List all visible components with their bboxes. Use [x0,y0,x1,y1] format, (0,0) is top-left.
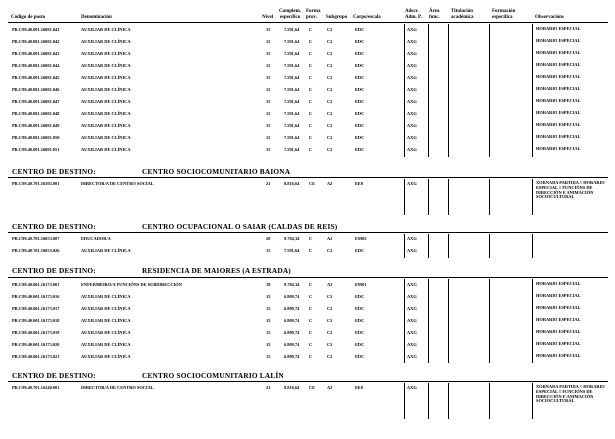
cell-code: PR.C99.40.001.16173.018 [12,318,60,323]
section-rule [8,232,608,233]
column-rule [404,24,405,157]
cell-obs: HORARIO ESPECIAL [536,317,581,322]
cell-denom: AUXILIAR DE CLÍNICA [81,318,131,323]
cell-comp: 7.591,64 [284,147,300,152]
col-header-subgrupo: Subgrupo [326,15,348,20]
cell-sub: C2 [327,39,333,44]
cell-obs: HORARIO ESPECIAL [536,305,581,310]
cell-sub: A2 [327,282,333,287]
cell-corpo: EDC [355,51,365,56]
table-row [0,147,615,157]
cell-denom: DIRECTOR/A DE CENTRO SOCIAL [81,181,154,186]
cell-sub: C2 [327,63,333,68]
cell-nivel: 15 [266,147,271,152]
table-row [0,27,615,37]
cell-corpo: EDC [355,147,365,152]
section-center-name: CENTRO SOCIOCOMUNITARIO LALÍN [142,371,284,380]
cell-corpo: EDC [355,330,365,335]
cell-code: PR.C99.40.701.16303.001 [12,181,60,186]
cell-corpo: EDC [355,27,365,32]
table-row [0,236,615,246]
table-row [0,282,615,292]
col-header-complemento: Complem. específico [278,9,302,20]
cell-comp: 8.816,64 [284,181,300,186]
table-row [0,51,615,61]
cell-denom: AUXILIAR DE CLÍNICA [81,294,131,299]
column-rule [532,179,533,215]
cell-corpo: EDC [355,306,365,311]
cell-obs: HORARIO ESPECIAL [536,38,581,43]
cell-denom: EDUCADOR/A [81,236,111,241]
cell-denom: AUXILIAR DE CLÍNICA [81,354,131,359]
cell-nivel: 15 [266,87,271,92]
cell-obs: HORARIO ESPECIAL [536,98,581,103]
column-rule [448,383,449,419]
cell-code: PR.C99.40.001.16001.048 [12,111,60,116]
col-header-corpo: Corpo/escala [353,15,381,20]
column-rule [404,279,405,363]
cell-nivel: 15 [266,123,271,128]
table-row [0,99,615,109]
cell-obs: HORARIO ESPECIAL [536,122,581,127]
cell-nivel: 15 [266,306,271,311]
cell-sub: C2 [327,306,333,311]
cell-adscr: AXG [407,75,417,80]
cell-sub: C2 [327,354,333,359]
table-row [0,248,615,258]
column-rule [489,383,490,419]
cell-obs: HORARIO ESPECIAL [536,281,581,286]
cell-obs: XORNADA PARTIDA // HORARIO ESPECIAL // FUNCIÓNS DE DIRECCIÓN E ANIMACIÓN SOCIOCULTURAL [536,384,605,404]
cell-forma: C [309,51,313,56]
cell-nivel: 15 [266,318,271,323]
cell-code: PR.C99.40.001.16173.019 [12,330,60,335]
cell-comp: 7.591,64 [284,111,300,116]
cell-adscr: AXG [407,282,417,287]
cell-nivel: 21 [266,181,271,186]
cell-nivel: 15 [266,354,271,359]
cell-corpo: EDC [355,318,365,323]
section-label: CENTRO DE DESTINO: [12,266,96,275]
cell-obs: HORARIO ESPECIAL [536,74,581,79]
cell-sub: A2 [327,181,333,186]
section-label: CENTRO DE DESTINO: [12,222,96,231]
cell-corpo: EDC [355,248,365,253]
table-row [0,111,615,121]
cell-adscr: AXG [407,248,417,253]
table-row [0,318,615,328]
cell-nivel: 15 [266,51,271,56]
cell-denom: AUXILIAR DE CLÍNICA [81,123,131,128]
cell-corpo: EDC [355,39,365,44]
cell-nivel: 15 [266,99,271,104]
cell-sub: C2 [327,318,333,323]
cell-denom: DIRECTOR/A DE CENTRO SOCIAL [81,385,154,390]
cell-sub: C2 [327,294,333,299]
column-rule [532,24,533,157]
cell-forma: C [309,354,313,359]
cell-obs: HORARIO ESPECIAL [536,134,581,139]
cell-sub: C2 [327,248,333,253]
col-header-denominacion: Denominación [81,15,112,20]
cell-obs: HORARIO ESPECIAL [536,86,581,91]
cell-comp: 9.784,34 [284,236,300,241]
cell-adscr: AXG [407,27,417,32]
cell-nivel: 15 [266,342,271,347]
col-header-forma: Forma prov. [306,9,321,20]
cell-denom: AUXILIAR DE CLÍNICA [81,87,131,92]
column-rule [489,234,490,258]
cell-code: PR.C99.40.001.16001.044 [12,63,60,68]
cell-adscr: AXG [407,99,417,104]
column-rule [532,383,533,419]
column-rule [404,234,405,258]
cell-forma: C [309,330,313,335]
cell-adscr: AXG [407,236,417,241]
column-rule [404,383,405,419]
cell-obs: HORARIO ESPECIAL [536,146,581,151]
cell-code: PR.C99.40.701.16053.007 [12,236,60,241]
cell-obs: HORARIO ESPECIAL [536,110,581,115]
cell-denom: AUXILIAR DE CLÍNICA [81,135,131,140]
section-heading [12,167,291,176]
cell-sub: C2 [327,27,333,32]
col-header-nivel: Nivel [262,15,274,20]
cell-comp: 7.591,64 [284,123,300,128]
section-center-name: CENTRO OCUPACIONAL O SAIAR (CALDAS DE REIS) [142,222,338,231]
cell-obs: HORARIO ESPECIAL [536,341,581,346]
cell-nivel: 15 [266,294,271,299]
cell-nivel: 15 [266,63,271,68]
cell-adscr: AXG [407,342,417,347]
cell-comp: 6.809,74 [284,306,300,311]
cell-denom: AUXILIAR DE CLÍNICA [81,63,131,68]
column-rule [489,279,490,363]
cell-code: PR.C99.40.001.16001.050 [12,135,60,140]
cell-code: PR.C99.40.001.16173.001 [12,282,60,287]
cell-denom: AUXILIAR DE CLÍNICA [81,248,131,253]
table-row [0,180,615,200]
cell-corpo: EM01 [355,282,367,287]
cell-sub: C2 [327,342,333,347]
cell-comp: 7.591,64 [284,99,300,104]
cell-adscr: AXG [407,135,417,140]
cell-corpo: EDC [355,63,365,68]
cell-adscr: AXG [407,330,417,335]
cell-sub: C2 [327,87,333,92]
cell-code: PR.C99.40.001.16001.042 [12,39,60,44]
cell-adscr: AXG [407,51,417,56]
cell-comp: 7.591,64 [284,87,300,92]
column-rule [532,234,533,258]
table-row [0,123,615,133]
cell-denom: AUXILIAR DE CLÍNICA [81,99,131,104]
cell-sub: C2 [327,147,333,152]
table-row [0,87,615,97]
cell-corpo: EE0 [355,385,364,390]
cell-forma: C [309,87,313,92]
cell-forma: C [309,75,313,80]
cell-forma: C [309,294,313,299]
col-header-codigo: Código de posto [11,15,46,20]
cell-forma: C [309,236,313,241]
cell-adscr: AXG [407,63,417,68]
column-rule [428,234,429,258]
cell-denom: AUXILIAR DE CLÍNICA [81,111,131,116]
cell-forma: C [309,135,313,140]
section-heading [12,371,284,380]
cell-comp: 7.591,64 [284,75,300,80]
cell-denom: AUXILIAR DE CLÍNICA [81,342,131,347]
cell-denom: AUXILIAR DE CLÍNICA [81,39,131,44]
col-header-area: Área func. [429,9,440,20]
cell-obs: HORARIO ESPECIAL [536,50,581,55]
cell-adscr: AXG [407,181,417,186]
column-rule [532,279,533,363]
cell-forma: C [309,39,313,44]
column-rule [428,24,429,157]
column-rule [404,179,405,215]
cell-corpo: EDC [355,75,365,80]
cell-code: PR.C99.40.001.16173.017 [12,306,60,311]
cell-forma: C [309,342,313,347]
cell-forma: C [309,147,313,152]
cell-nivel: 15 [266,248,271,253]
cell-code: PR.C99.40.001.16001.047 [12,99,60,104]
cell-forma: CE [309,385,316,390]
cell-corpo: EDC [355,294,365,299]
cell-code: PR.C99.40.001.16001.051 [12,147,60,152]
header-rule [8,22,608,23]
column-rule [448,24,449,157]
cell-code: PR.C99.40.001.16001.045 [12,75,60,80]
cell-comp: 7.591,64 [284,248,300,253]
table-row [0,294,615,304]
section-rule [8,381,608,382]
cell-adscr: AXG [407,111,417,116]
column-rule [428,279,429,363]
cell-denom: AUXILIAR DE CLÍNICA [81,27,131,32]
table-row [0,135,615,145]
cell-adscr: AXG [407,147,417,152]
cell-comp: 7.591,64 [284,135,300,140]
cell-comp: 9.784,34 [284,282,300,287]
cell-code: PR.C99.40.001.16001.041 [12,27,60,32]
section-rule [8,277,608,278]
cell-forma: C [309,111,313,116]
cell-adscr: AXG [407,306,417,311]
cell-denom: AUXILIAR DE CLÍNICA [81,75,131,80]
section-center-name: RESIDENCIA DE MAIORES (A ESTRADA) [142,266,291,275]
cell-obs: XORNADA PARTIDA // HORARIO ESPECIAL // FUNCIÓNS DE DIRECCIÓN E ANIMACIÓN SOCIOCULTURAL [536,180,605,200]
cell-sub: C2 [327,135,333,140]
cell-code: PR.C99.40.701.16240.001 [12,385,60,390]
cell-forma: C [309,282,313,287]
cell-comp: 6.809,74 [284,342,300,347]
cell-sub: C2 [327,330,333,335]
cell-obs: HORARIO ESPECIAL [536,62,581,67]
cell-adscr: AXG [407,385,417,390]
cell-obs: HORARIO ESPECIAL [536,26,581,31]
cell-sub: C2 [327,51,333,56]
table-row [0,354,615,364]
cell-corpo: EDC [355,354,365,359]
cell-comp: 7.591,64 [284,27,300,32]
cell-nivel: 15 [266,135,271,140]
cell-denom: ENFERMEIRO/A FUNCIÓNS DE SUBDIRECCIÓN [81,282,182,287]
table-row [0,63,615,73]
cell-nivel: 15 [266,111,271,116]
cell-corpo: EDC [355,87,365,92]
column-rule [448,234,449,258]
col-header-observaciones: Observacións [535,15,564,20]
cell-adscr: AXG [407,354,417,359]
cell-comp: 7.591,64 [284,63,300,68]
cell-comp: 6.809,74 [284,354,300,359]
cell-comp: 7.591,64 [284,51,300,56]
cell-code: PR.C99.40.001.16001.043 [12,51,60,56]
cell-comp: 7.591,64 [284,39,300,44]
cell-corpo: EE0 [355,181,364,186]
cell-comp: 6.809,74 [284,318,300,323]
cell-forma: C [309,27,313,32]
cell-code: PR.C99.40.701.16053.026 [12,248,60,253]
table-row [0,342,615,352]
section-heading [12,222,338,231]
cell-obs: HORARIO ESPECIAL [536,353,581,358]
cell-code: PR.C99.40.001.16001.046 [12,87,60,92]
cell-comp: 6.809,74 [284,330,300,335]
table-row [0,306,615,316]
table-row [0,75,615,85]
cell-adscr: AXG [407,318,417,323]
column-rule [489,179,490,215]
section-label: CENTRO DE DESTINO: [12,167,96,176]
cell-nivel: 15 [266,39,271,44]
cell-forma: C [309,248,313,253]
cell-nivel: 21 [266,385,271,390]
cell-sub: A2 [327,236,333,241]
cell-forma: CE [309,181,316,186]
cell-adscr: AXG [407,87,417,92]
cell-forma: C [309,318,313,323]
cell-sub: C2 [327,75,333,80]
table-row [0,384,615,404]
cell-sub: C2 [327,123,333,128]
column-rule [428,383,429,419]
cell-nivel: 15 [266,27,271,32]
col-header-formacion: Formación específica [492,9,516,20]
cell-corpo: EDC [355,111,365,116]
cell-forma: C [309,123,313,128]
cell-code: PR.C99.40.001.16001.049 [12,123,60,128]
cell-nivel: 20 [266,236,271,241]
table-row [0,330,615,340]
cell-denom: AUXILIAR DE CLÍNICA [81,147,131,152]
section-center-name: CENTRO SOCIOCOMUNITARIO BAIONA [142,167,291,176]
cell-obs: HORARIO ESPECIAL [536,293,581,298]
cell-forma: C [309,306,313,311]
column-rule [428,179,429,215]
table-row [0,39,615,49]
cell-corpo: EM02 [355,236,367,241]
section-rule [8,177,608,178]
cell-corpo: EDC [355,99,365,104]
cell-nivel: 15 [266,330,271,335]
section-label: CENTRO DE DESTINO: [12,371,96,380]
cell-nivel: 18 [266,282,271,287]
cell-adscr: AXG [407,123,417,128]
cell-code: PR.C99.40.001.16173.021 [12,354,60,359]
cell-sub: C2 [327,99,333,104]
cell-obs: HORARIO ESPECIAL [536,329,581,334]
cell-corpo: EDC [355,123,365,128]
cell-adscr: AXG [407,294,417,299]
cell-corpo: EDC [355,135,365,140]
cell-comp: 8.816,64 [284,385,300,390]
column-rule [489,24,490,157]
cell-adscr: AXG [407,39,417,44]
cell-denom: AUXILIAR DE CLÍNICA [81,51,131,56]
cell-code: PR.C99.40.001.16173.020 [12,342,60,347]
column-rule [448,179,449,215]
cell-sub: C2 [327,111,333,116]
column-rule [448,279,449,363]
cell-sub: A2 [327,385,333,390]
cell-nivel: 15 [266,75,271,80]
cell-denom: AUXILIAR DE CLÍNICA [81,330,131,335]
cell-denom: AUXILIAR DE CLÍNICA [81,306,131,311]
cell-forma: C [309,99,313,104]
section-heading [12,266,291,275]
cell-forma: C [309,63,313,68]
cell-code: PR.C99.40.001.16173.016 [12,294,60,299]
col-header-adscr: Adscr. Adm. P. [405,9,422,20]
cell-comp: 6.809,74 [284,294,300,299]
cell-corpo: EDC [355,342,365,347]
col-header-titulacion: Titulación académica [451,9,474,20]
